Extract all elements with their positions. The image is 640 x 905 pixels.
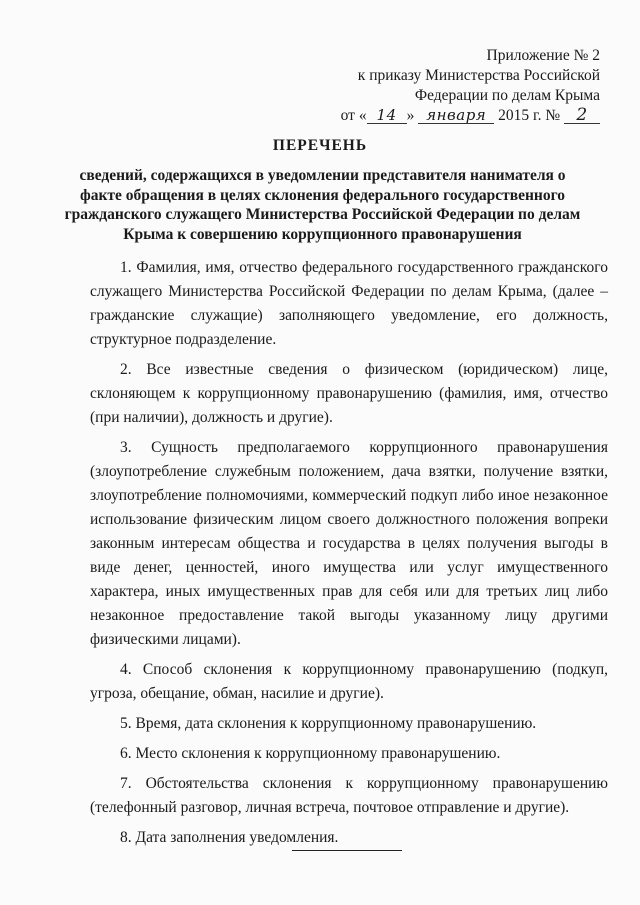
end-divider [292, 850, 402, 851]
ministry-name: Федерации по делам Крыма [414, 87, 600, 104]
list-item: 1. Фамилия, имя, отчество федерального государственного гражданского служащего Министерства Российской Федерации по делам Крыма, (далее – гражданские служащие) заполняющего уведомление, его должность, структурное подразделение. [90, 259, 608, 348]
list-item: 2. Все известные сведения о физическом (юридическом) лице, склоняющем к коррупционному правонарушению (фамилия, имя, отчество (при наличии), должность и другие). [90, 361, 608, 426]
document-subtitle: сведений, содержащихся в уведомлении представителя нанимателя о факте обращения в целях склонения федерального государственного гражданского служащего Министерства Российской Федерации по делам Крыма к совершению коррупционного правонарушения [64, 167, 581, 243]
list-item: 5. Время, дата склонения к коррупционному правонарушению. [120, 715, 537, 732]
date-prefix: от « [340, 107, 367, 124]
date-year: 2015 г. № [498, 107, 561, 124]
handwritten-day: 14 [367, 107, 407, 124]
appendix-header [330, 46, 600, 126]
handwritten-month: января [418, 107, 494, 124]
list-item: 4. Способ склонения к коррупционному правонарушению (подкуп, угроза, обещание, обман, насилие и другие). [90, 661, 608, 702]
date-mid: » [406, 107, 415, 124]
list-item: 8. Дата заполнения уведомления. [120, 829, 339, 846]
items-list [90, 256, 608, 856]
list-item: 6. Место склонения к коррупционному правонарушению. [120, 745, 501, 762]
order-date-line [330, 106, 600, 126]
document-title: ПЕРЕЧЕНЬ [272, 137, 368, 154]
list-item: 7. Обстоятельства склонения к коррупционному правонарушению (телефонный разговор, личная встреча, почтовое отправление и другие). [90, 775, 608, 816]
handwritten-order-number: 2 [564, 107, 600, 124]
order-reference: к приказу Министерства Российской [357, 67, 600, 84]
appendix-number: Приложение № 2 [486, 47, 600, 64]
list-item: 3. Сущность предполагаемого коррупционного правонарушения (злоупотребление служебным положением, дача взятки, получение взятки, злоупотребление полномочиями, коммерческий подкуп либо иное незаконное использование физическим лицом своего должностного положения вопреки законным интересам общества и государства в целях получения выгоды в виде денег, ценностей, иного имущества или услуг имущественного характера, иных имущественных прав для себя или для третьих лиц либо незаконное предоставление такой выгоды указанному лицу другими физическими лицами). [90, 439, 608, 648]
